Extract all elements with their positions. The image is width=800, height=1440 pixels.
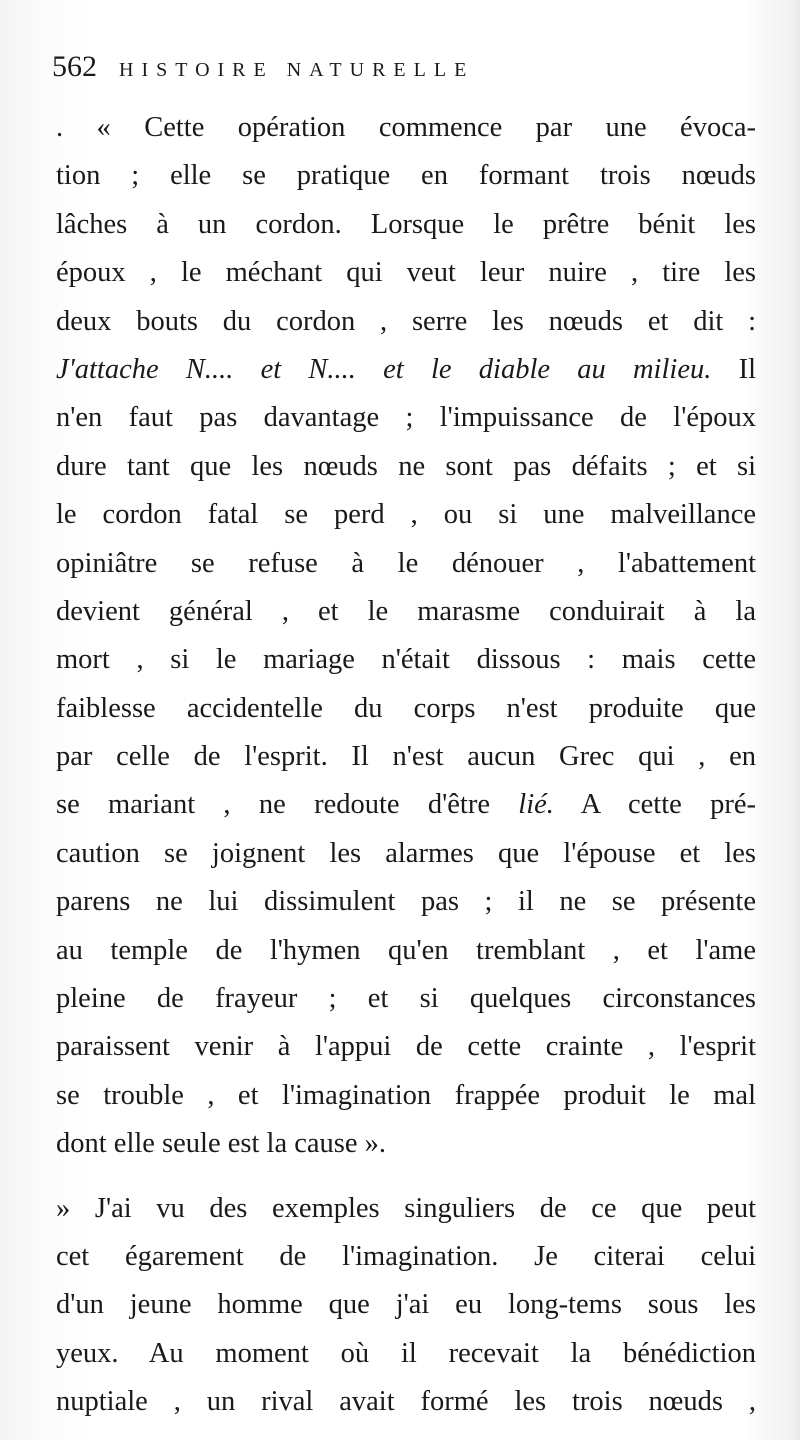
text-line: faiblesse accidentelle du corps n'est produite que: [56, 692, 756, 724]
page-number: 562: [52, 50, 97, 83]
text-line: nuptiale , un rival avait formé les trois nœuds ,: [56, 1386, 756, 1418]
text-line: deux bouts du cordon , serre les nœuds et dit :: [56, 305, 756, 337]
text-line: mort , si le mariage n'était dissous : mais cette: [56, 644, 756, 676]
text-line: le cordon fatal se perd , ou si une malveillance: [56, 499, 756, 531]
text-line: parens ne lui dissimulent pas ; il ne se présente: [56, 886, 756, 918]
text-line: devient général , et le marasme conduirait à la: [56, 595, 756, 627]
text-line: au temple de l'hymen qu'en tremblant , et l'ame: [56, 934, 756, 966]
text-line: paraissent venir à l'appui de cette crainte , l'esprit: [56, 1031, 756, 1063]
text-line: cet égarement de l'imagination. Je citerai celui: [56, 1240, 756, 1272]
text-line: » J'ai vu des exemples singuliers de ce que peut: [56, 1192, 756, 1224]
text-line: yeux. Au moment où il recevait la bénédiction: [56, 1337, 756, 1369]
text-line: lâches à un cordon. Lorsque le prêtre bénit les: [56, 208, 756, 240]
text-line: caution se joignent les alarmes que l'épouse et les: [56, 837, 756, 869]
text-line: dure tant que les nœuds ne sont pas défaits ; et si: [56, 450, 756, 482]
text-line: se trouble , et l'imagination frappée produit le mal: [56, 1079, 756, 1111]
italic-word: lié.: [518, 789, 554, 821]
text-line-italic: J'attache N.... et N.... et le diable au milieu. Il: [56, 353, 756, 385]
text-line: dont elle seule est la cause ».: [56, 1128, 387, 1160]
italic-phrase: J'attache N.... et N.... et le diable au milieu.: [56, 353, 712, 385]
text-line: époux , le méchant qui veut leur nuire , tire les: [56, 257, 756, 289]
body-text: [56, 104, 756, 1427]
page-header: [52, 50, 752, 94]
text-line: se mariant , ne redoute d'être lié. A cette pré-: [56, 789, 756, 821]
text-line: . « Cette opération commence par une évoca-: [56, 112, 756, 143]
running-head: HISTOIRE NATURELLE: [119, 59, 475, 81]
text-line: n'en faut pas davantage ; l'impuissance de l'époux: [56, 402, 756, 434]
text-line: tion ; elle se pratique en formant trois nœuds: [56, 160, 756, 192]
paragraph-gap: [56, 1169, 756, 1185]
text-line: opiniâtre se refuse à le dénouer , l'abattement: [56, 547, 756, 579]
text-line: par celle de l'esprit. Il n'est aucun Grec qui , en: [56, 741, 756, 773]
text-line: pleine de frayeur ; et si quelques circonstances: [56, 983, 756, 1015]
text-line: d'un jeune homme que j'ai eu long-tems sous les: [56, 1289, 756, 1321]
